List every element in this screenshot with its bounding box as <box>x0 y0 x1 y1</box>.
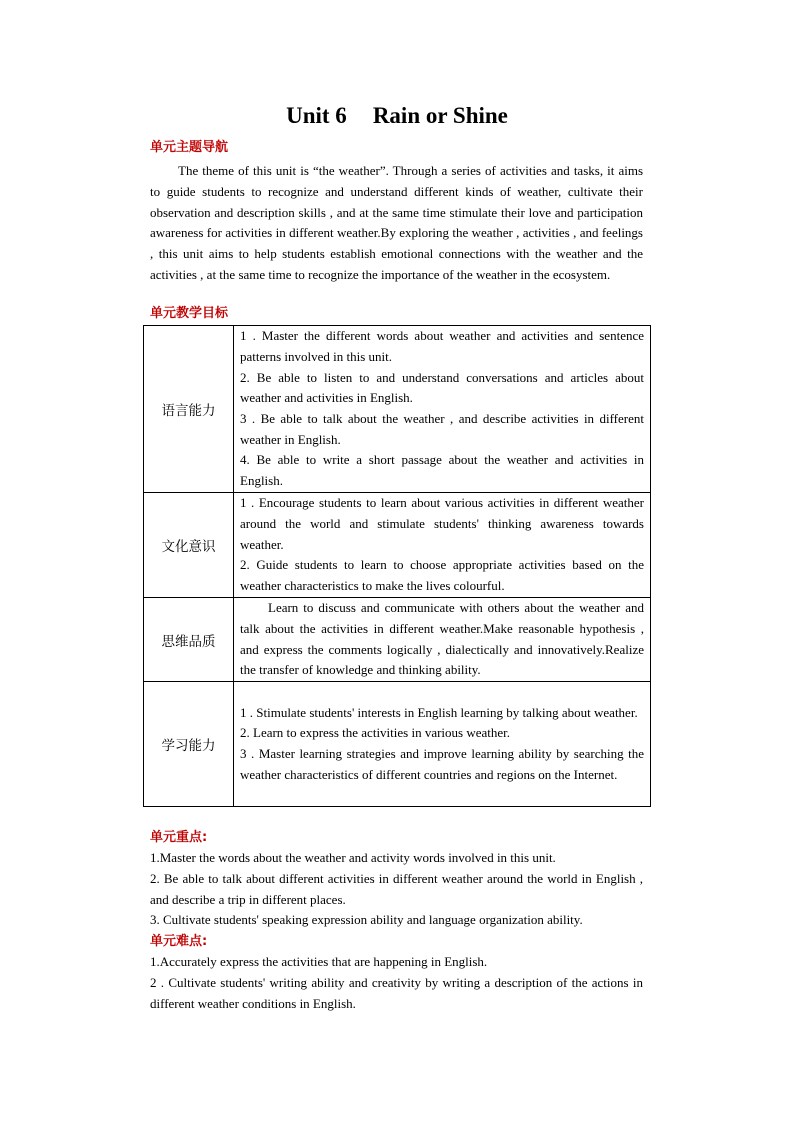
keypoints-heading: 单元重点: <box>150 830 208 845</box>
table-row <box>144 598 651 682</box>
row-content <box>234 682 651 807</box>
goals-heading: 单元教学目标 <box>150 306 229 321</box>
unit-number: Unit 6 <box>286 103 347 128</box>
table-row <box>144 493 651 598</box>
list-item: 2 . Cultivate students' writing ability and creativity by writing a description of the actions in different weather conditions in English. <box>150 974 643 1011</box>
table-row <box>144 326 651 493</box>
list-item: 1 . Master the different words about weather and activities and sentence patterns involved in this unit. <box>240 328 644 364</box>
list-item: 4. Be able to write a short passage about the weather and activities in English. <box>240 452 644 489</box>
keypoints-list <box>150 848 643 931</box>
difficulties-list <box>150 952 643 1014</box>
list-item: 1.Accurately express the activities that are happening in English. <box>150 954 488 969</box>
list-item: 2. Be able to listen to and understand conversations and articles about weather and activities in English. <box>240 369 644 406</box>
unit-name: Rain or Shine <box>372 103 508 128</box>
list-item: 3 . Be able to talk about the weather , and describe activities in different weather in English. <box>240 411 644 447</box>
row-label: 语言能力 <box>144 326 234 493</box>
row-label: 学习能力 <box>144 682 234 807</box>
list-item: Learn to discuss and communicate with others about the weather and talk about the activities in different weather.Make reasonable hypothesis , and express the comments logically , dialectically and innovatively.Realize the transfer of knowledge and thinking ability. <box>240 600 644 678</box>
row-label: 文化意识 <box>144 493 234 598</box>
list-item: 1 . Stimulate students' interests in English learning by talking about weather. <box>240 704 638 720</box>
row-content <box>234 326 651 493</box>
list-item: 2. Guide students to learn to choose appropriate activities based on the weather characteristics to make the lives colourful. <box>240 557 644 594</box>
row-label: 思维品质 <box>144 598 234 682</box>
list-item: 2. Be able to talk about different activities in different weather around the world in English , and describe a trip in different places. <box>150 870 643 907</box>
page-title <box>0 103 794 129</box>
list-item: 1.Master the words about the weather and activity words involved in this unit. <box>150 850 556 865</box>
list-item: 3 . Master learning strategies and improve learning ability by searching the weather characteristics of different countries and regions on the Internet. <box>240 746 644 782</box>
goals-table <box>143 325 651 807</box>
row-content <box>234 598 651 682</box>
guide-heading: 单元主题导航 <box>150 140 229 155</box>
list-item: 3. Cultivate students' speaking expression ability and language organization ability. <box>150 912 583 928</box>
table-row <box>144 682 651 807</box>
difficulties-heading: 单元难点: <box>150 934 208 949</box>
list-item: 2. Learn to express the activities in various weather. <box>240 725 511 741</box>
row-content <box>234 493 651 598</box>
list-item: 1 . Encourage students to learn about various activities in different weather around the world and stimulate students' thinking awareness towards weather. <box>240 495 644 552</box>
guide-text: The theme of this unit is “the weather”. Through a series of activities and tasks, it aims to guide students to recognize and understand different kinds of weather, cultivate their observation and description skills , and at the same time stimulate their love and participation awareness for activities in different weather.By exploring the weather , activities , and feelings , this unit aims to help students establish emotional connections with the weather and the activities , at the same time to recognize the importance of the weather in the ecosystem. <box>150 163 643 282</box>
